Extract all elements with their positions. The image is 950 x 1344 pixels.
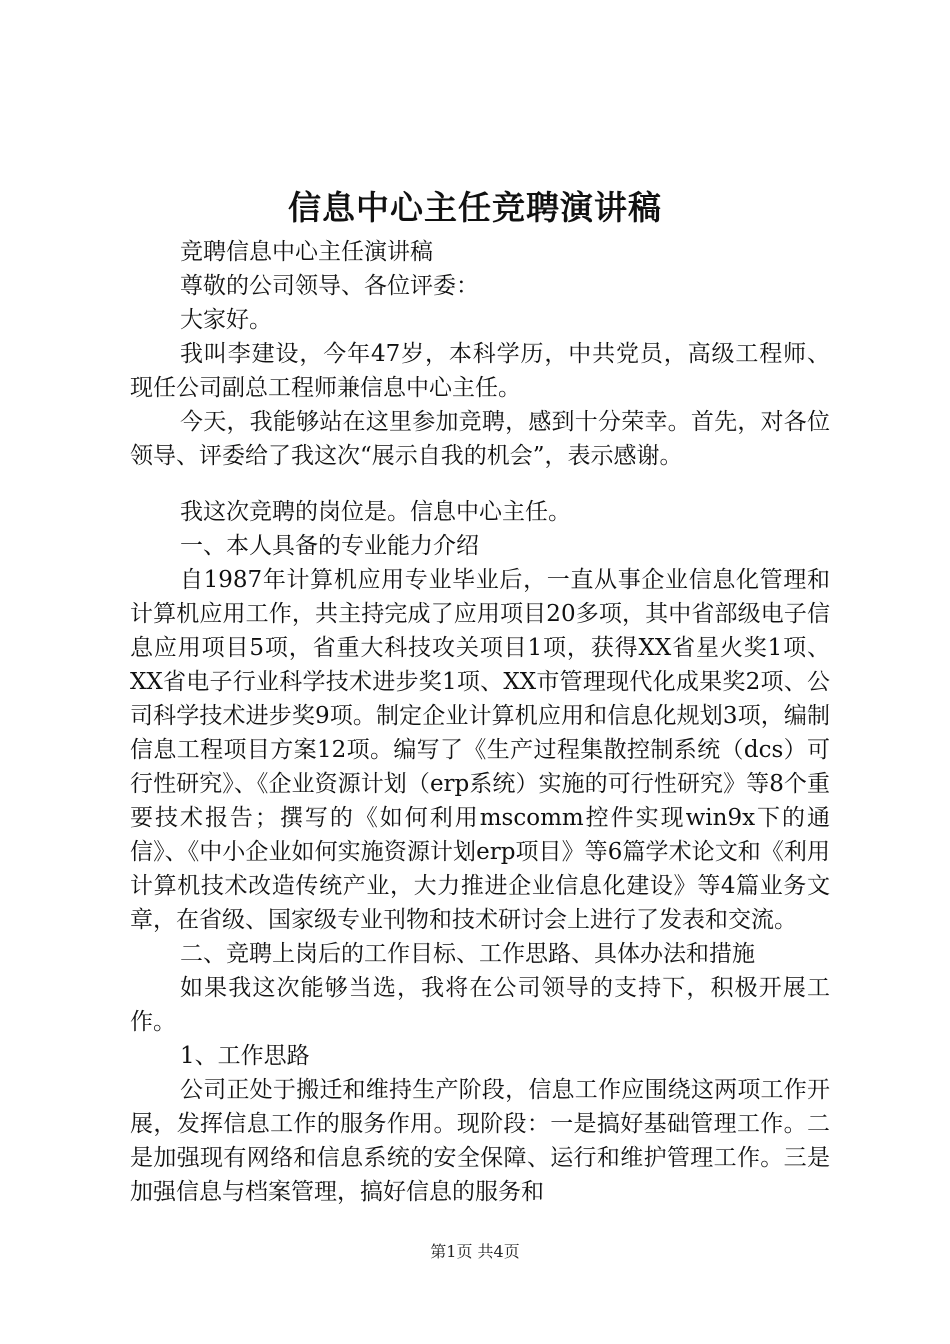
section-heading-1: 一、本人具备的专业能力介绍 (180, 533, 479, 559)
paragraph-subtitle: 竞聘信息中心主任演讲稿 (180, 239, 433, 265)
document-title: 信息中心主任竞聘演讲稿 (288, 188, 662, 227)
section-heading-2: 二、竞聘上岗后的工作目标、工作思路、具体办法和措施 (180, 941, 755, 967)
paragraph-commitment: 如果我这次能够当选，我将在公司领导的支持下，积极开展工作。 (130, 975, 830, 1035)
paragraph-introduction: 我叫李建设，今年47岁，本科学历，中共党员，高级工程师、现任公司副总工程师兼信息中心主任。 (130, 341, 830, 401)
subsection-heading-1: 1、工作思路 (180, 1043, 310, 1069)
paragraph-position: 我这次竞聘的岗位是。信息中心主任。 (180, 499, 571, 525)
paragraph-salutation: 尊敬的公司领导、各位评委： (180, 273, 479, 299)
paragraph-thanks: 今天，我能够站在这里参加竞聘，感到十分荣幸。首先，对各位领导、评委给了我这次“展示自我的机会”，表示感谢。 (130, 409, 830, 469)
paragraph-greeting: 大家好。 (180, 307, 272, 333)
paragraph-experience: 自1987年计算机应用专业毕业后，一直从事企业信息化管理和计算机应用工作，共主持完成了应用项目20多项，其中省部级电子信息应用项目5项，省重大科技攻关项目1项，获得XX省星火奖1项、XX省电子行业科学技术进步奖1项、XX市管理现代化成果奖2项、公司科学技术进步奖9项。制定企业计算机应用和信息化规划3项，编制信息工程项目方案12项。编写了《生产过程集散控制系统（dcs）可行性研究》、《企业资源计划（erp系统）实施的可行性研究》等8个重要技术报告；撰写的《如何利用mscomm控件实现win9x下的通信》、《中小企业如何实施资源计划erp项目》等6篇学术论文和《利用计算机技术改造传统产业，大力推进企业信息化建设》等4篇业务文章，在省级、国家级专业刊物和技术研讨会上进行了发表和交流。 (130, 567, 830, 933)
page-footer: 第1页 共4页 (430, 1242, 520, 1261)
document-body (130, 235, 830, 1209)
paragraph-work-plan: 公司正处于搬迁和维持生产阶段，信息工作应围绕这两项工作开展，发挥信息工作的服务作用。现阶段：一是搞好基础管理工作。二是加强现有网络和信息系统的安全保障、运行和维护管理工作。三是加强信息与档案管理，搞好信息的服务和 (130, 1077, 830, 1205)
